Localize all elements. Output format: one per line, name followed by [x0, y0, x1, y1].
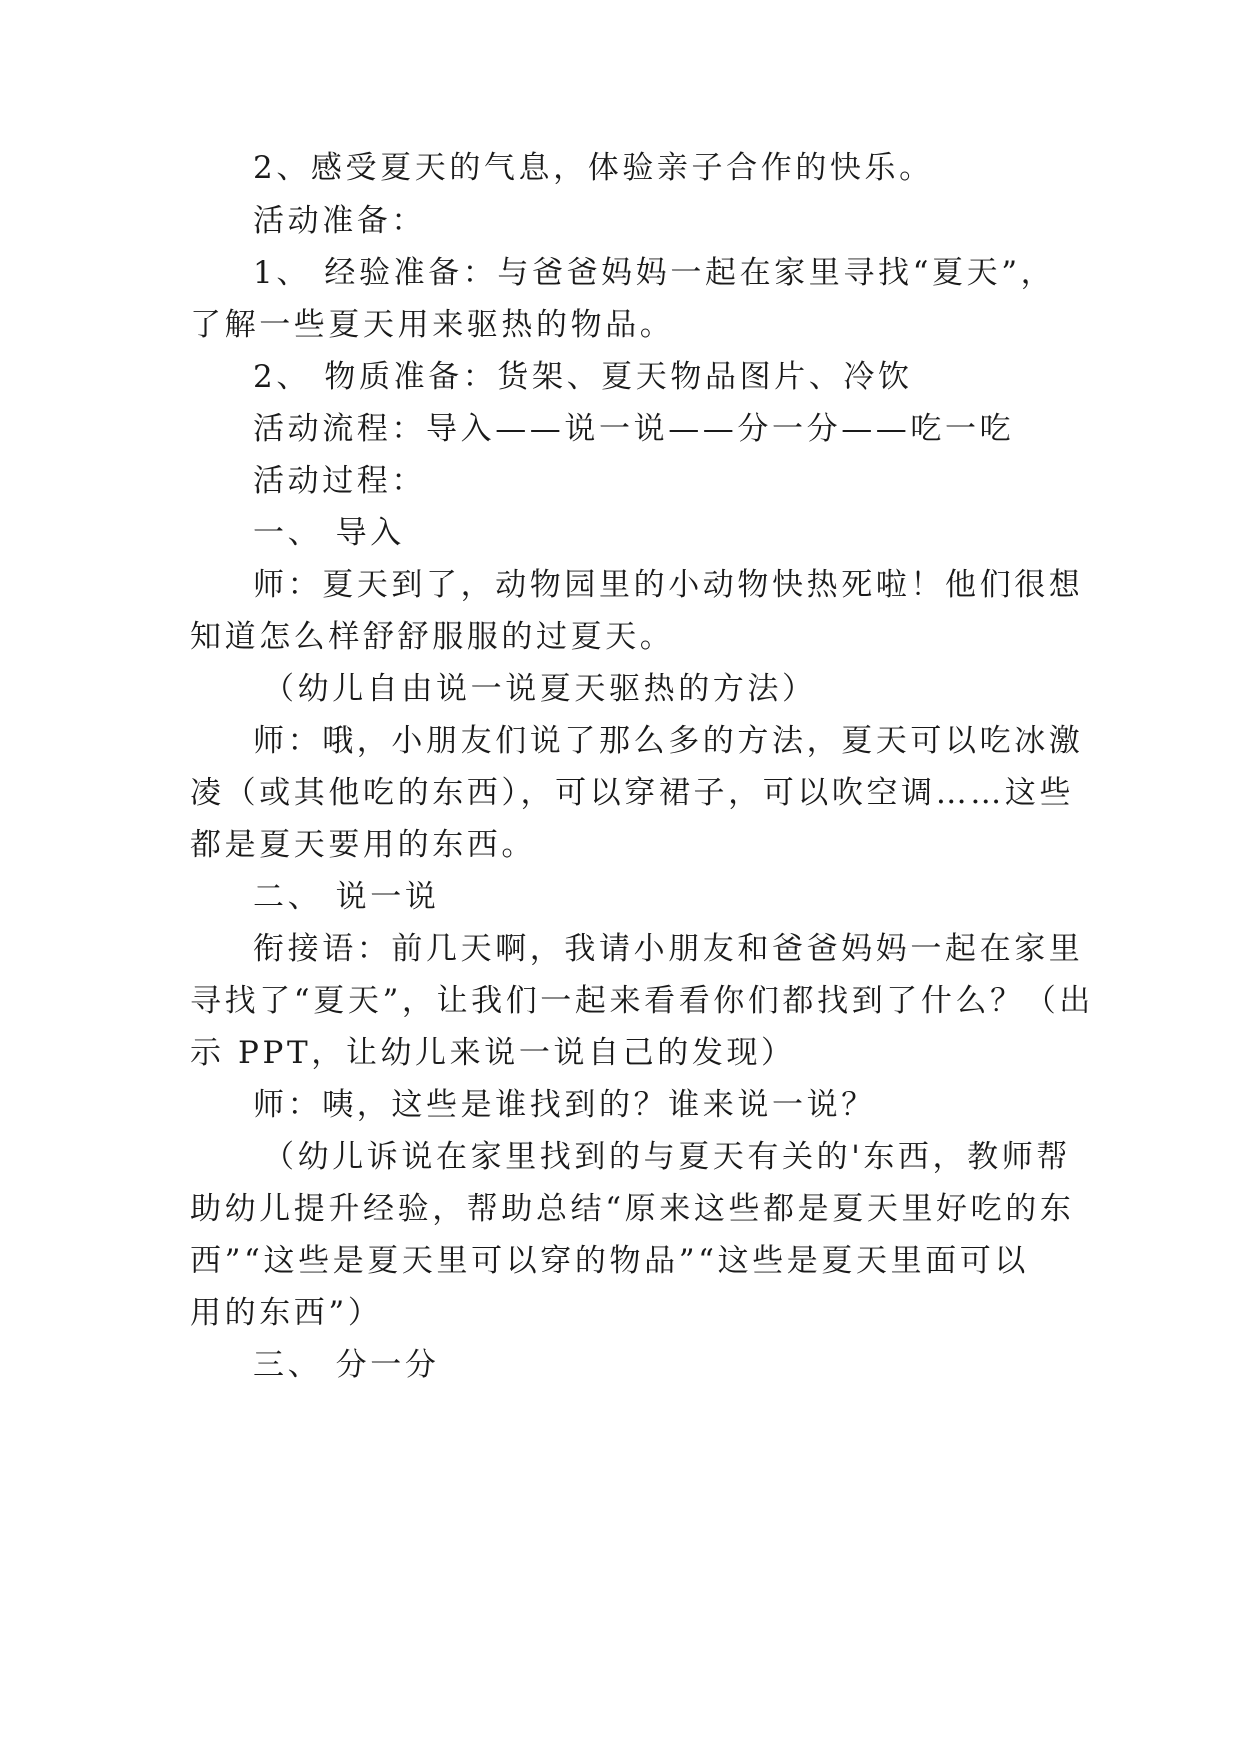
paragraph-teacher-summary-cont1: 凌（或其他吃的东西），可以穿裙子，可以吹空调……这些 [190, 775, 1075, 811]
paragraph-teacher-intro-cont: 知道怎么样舒舒服服的过夏天。 [190, 619, 675, 655]
paragraph-activity-flow: 活动流程：导入——说一说——分一分——吃一吃 [253, 411, 1015, 447]
paragraph-teacher-summary-cont2: 都是夏天要用的东西。 [190, 827, 536, 863]
paragraph-experience-prep: 1、 经验准备：与爸爸妈妈一起在家里寻找“夏天”， [253, 255, 1056, 291]
paragraph-experience-prep-cont: 了解一些夏天用来驱热的物品。 [190, 307, 675, 343]
section-heading-talk: 二、 说一说 [253, 879, 440, 915]
paragraph-teacher-summary: 师：哦，小朋友们说了那么多的方法，夏天可以吃冰激 [253, 723, 1084, 759]
paragraph-transition-cont1: 寻找了“夏天”，让我们一起来看看你们都找到了什么？（出 [190, 983, 1094, 1019]
paragraph-children-share-cont3: 用的东西”） [190, 1295, 383, 1331]
paragraph-children-share-cont1: 助幼儿提升经验，帮助总结“原来这些都是夏天里好吃的东 [190, 1191, 1075, 1227]
paragraph-material-prep: 2、 物质准备：货架、夏天物品图片、冷饮 [253, 359, 913, 395]
section-heading-intro: 一、 导入 [253, 515, 405, 551]
section-heading-sort: 三、 分一分 [253, 1347, 440, 1383]
paragraph-goal-2: 2、感受夏天的气息，体验亲子合作的快乐。 [253, 150, 934, 186]
heading-preparation: 活动准备： [253, 203, 426, 239]
paragraph-teacher-intro: 师：夏天到了，动物园里的小动物快热死啦！他们很想 [253, 567, 1084, 603]
paragraph-children-discuss: （幼儿自由说一说夏天驱热的方法） [263, 671, 817, 707]
paragraph-children-share-cont2: 西”“这些是夏天里可以穿的物品”“这些是夏天里面可以 [190, 1243, 1029, 1279]
paragraph-teacher-question: 师：咦，这些是谁找到的？谁来说一说？ [253, 1087, 876, 1123]
heading-activity-process: 活动过程： [253, 463, 426, 499]
paragraph-transition-cont2: 示 PPT，让幼儿来说一说自己的发现） [190, 1035, 796, 1071]
paragraph-children-share: （幼儿诉说在家里找到的与夏天有关的'东西，教师帮 [263, 1139, 1071, 1175]
paragraph-transition: 衔接语：前几天啊，我请小朋友和爸爸妈妈一起在家里 [253, 931, 1084, 967]
